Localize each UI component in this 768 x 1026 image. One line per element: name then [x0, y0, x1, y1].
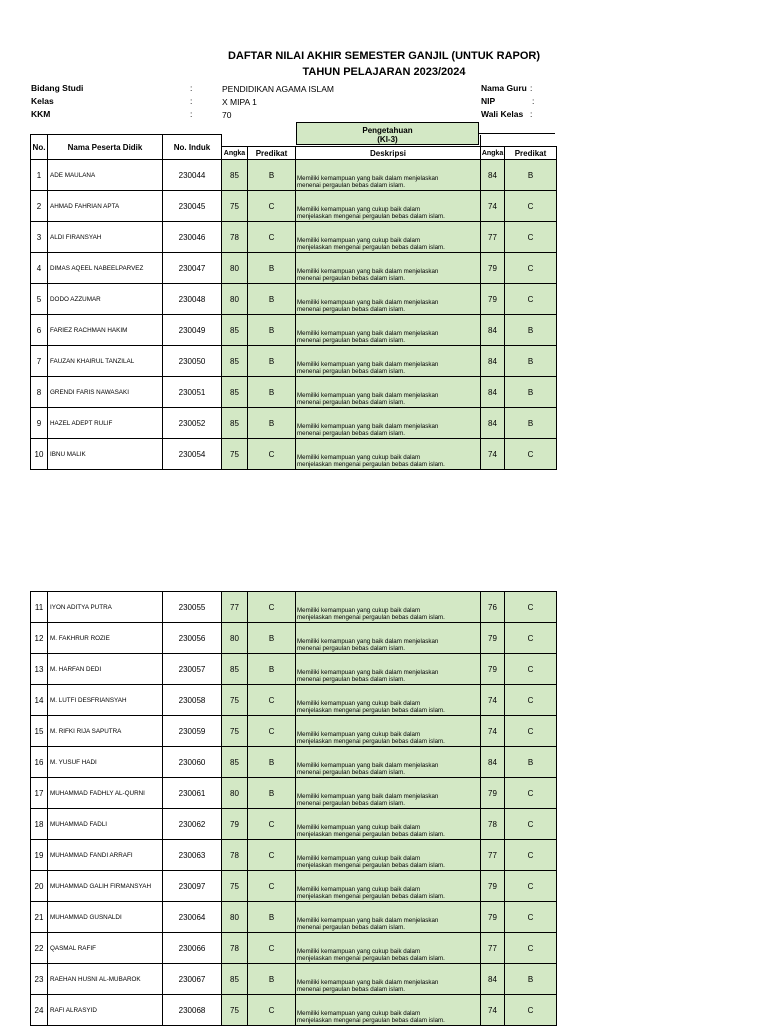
student-name: ALDI FIRANSYAH [48, 222, 163, 253]
kkm-colon: : [190, 109, 193, 119]
score-angka2: 74 [481, 439, 505, 470]
student-induk: 230046 [163, 222, 222, 253]
row-number: 22 [31, 933, 48, 964]
student-name: HAZEL ADEPT RULIF [48, 408, 163, 439]
score-angka2: 74 [481, 685, 505, 716]
student-induk: 230054 [163, 439, 222, 470]
col-deskripsi-header: Deskripsi [296, 147, 481, 160]
score-angka2: 79 [481, 871, 505, 902]
kelas-colon: : [190, 96, 193, 106]
student-induk: 230049 [163, 315, 222, 346]
row-number: 16 [31, 747, 48, 778]
score-predikat: B [248, 654, 296, 685]
deskripsi-line: Memiliki kemampuan yang cukup baik dalam [297, 236, 421, 244]
student-induk: 230052 [163, 408, 222, 439]
score-angka: 79 [222, 809, 248, 840]
row-number: 18 [31, 809, 48, 840]
student-row [31, 315, 557, 346]
student-name: DIMAS AQEEL NABEELPARVEZ [48, 253, 163, 284]
deskripsi-line: menjelaskan mengenai pergaulan bebas dalam islam. [297, 893, 445, 901]
score-angka: 85 [222, 315, 248, 346]
deskripsi-line: Memiliki kemampuan yang baik dalam menjelaskan [297, 422, 439, 430]
score-predikat: C [248, 840, 296, 871]
student-induk: 230057 [163, 654, 222, 685]
deskripsi-line: Memiliki kemampuan yang baik dalam menjelaskan [297, 761, 439, 769]
score-deskripsi [296, 933, 481, 964]
score-predikat2: C [505, 439, 557, 470]
score-predikat2: C [505, 284, 557, 315]
student-name: M. YUSUF HADI [48, 747, 163, 778]
student-induk: 230058 [163, 685, 222, 716]
deskripsi-line: menenai pergaulan bebas dalam islam. [297, 430, 406, 438]
col-predikat-header: Predikat [248, 147, 296, 160]
bidang-studi-colon: : [190, 83, 193, 93]
score-predikat2: C [505, 716, 557, 747]
deskripsi-line: menenai pergaulan bebas dalam islam. [297, 337, 406, 345]
deskripsi-line: Memiliki kemampuan yang cukup baik dalam [297, 606, 421, 614]
score-predikat2: C [505, 809, 557, 840]
student-name: ADE MAULANA [48, 160, 163, 191]
deskripsi-line: Memiliki kemampuan yang cukup baik dalam [297, 885, 421, 893]
score-angka2: 79 [481, 902, 505, 933]
deskripsi-line: Memiliki kemampuan yang baik dalam menjelaskan [297, 637, 439, 645]
deskripsi-line: Memiliki kemampuan yang cukup baik dalam [297, 947, 421, 955]
score-predikat: C [248, 592, 296, 623]
score-angka: 85 [222, 377, 248, 408]
student-row [31, 191, 557, 222]
score-angka2: 84 [481, 315, 505, 346]
score-angka2: 76 [481, 592, 505, 623]
score-angka2: 84 [481, 747, 505, 778]
student-name: QASMAL RAFIF [48, 933, 163, 964]
score-angka: 75 [222, 439, 248, 470]
score-angka2: 84 [481, 346, 505, 377]
row-number: 2 [31, 191, 48, 222]
row-number: 14 [31, 685, 48, 716]
deskripsi-line: menenai pergaulan bebas dalam islam. [297, 306, 406, 314]
score-angka: 77 [222, 592, 248, 623]
student-name: MUHAMMAD FADLI [48, 809, 163, 840]
score-angka: 75 [222, 871, 248, 902]
student-name: MUHAMMAD GALIH FIRMANSYAH [48, 871, 163, 902]
row-number: 21 [31, 902, 48, 933]
score-angka: 80 [222, 902, 248, 933]
deskripsi-line: Memiliki kemampuan yang baik dalam menjelaskan [297, 329, 439, 337]
score-predikat2: C [505, 778, 557, 809]
score-angka: 85 [222, 408, 248, 439]
score-deskripsi [296, 871, 481, 902]
score-deskripsi [296, 902, 481, 933]
col-angka2-header: Angka [481, 147, 505, 160]
score-deskripsi [296, 439, 481, 470]
student-name: AHMAD FAHRIAN APTA [48, 191, 163, 222]
score-predikat: B [248, 623, 296, 654]
score-deskripsi [296, 778, 481, 809]
score-deskripsi [296, 408, 481, 439]
student-name: M. HARFAN DEDI [48, 654, 163, 685]
student-name: IYON ADITYA PUTRA [48, 592, 163, 623]
score-angka2: 79 [481, 778, 505, 809]
student-row [31, 222, 557, 253]
score-deskripsi [296, 623, 481, 654]
score-angka: 78 [222, 933, 248, 964]
student-induk: 230059 [163, 716, 222, 747]
score-predikat: B [248, 284, 296, 315]
student-row [31, 995, 557, 1026]
student-induk: 230066 [163, 933, 222, 964]
deskripsi-line: menenai pergaulan bebas dalam islam. [297, 645, 406, 653]
score-angka: 75 [222, 191, 248, 222]
nama-guru-colon: : [530, 83, 533, 93]
student-row [31, 840, 557, 871]
student-induk: 230062 [163, 809, 222, 840]
deskripsi-line: Memiliki kemampuan yang cukup baik dalam [297, 854, 421, 862]
student-row [31, 592, 557, 623]
deskripsi-line: Memiliki kemampuan yang baik dalam menjelaskan [297, 792, 439, 800]
student-row [31, 933, 557, 964]
score-angka2: 79 [481, 253, 505, 284]
kelas-label: Kelas [31, 96, 54, 106]
score-angka: 78 [222, 840, 248, 871]
student-name: RAEHAN HUSNI AL-MUBAROK [48, 964, 163, 995]
deskripsi-line: menjelaskan mengenai pergaulan bebas dalam islam. [297, 1017, 445, 1025]
student-row [31, 284, 557, 315]
score-angka2: 78 [481, 809, 505, 840]
row-number: 24 [31, 995, 48, 1026]
score-deskripsi [296, 315, 481, 346]
student-induk: 230060 [163, 747, 222, 778]
row-number: 4 [31, 253, 48, 284]
deskripsi-line: menenai pergaulan bebas dalam islam. [297, 924, 406, 932]
row-number: 7 [31, 346, 48, 377]
col-no-header: No. [31, 135, 48, 160]
score-predikat2: B [505, 964, 557, 995]
row-number: 15 [31, 716, 48, 747]
deskripsi-line: menenai pergaulan bebas dalam islam. [297, 800, 406, 808]
score-predikat2: C [505, 222, 557, 253]
deskripsi-line: Memiliki kemampuan yang baik dalam menjelaskan [297, 174, 439, 182]
score-angka: 78 [222, 222, 248, 253]
score-deskripsi [296, 747, 481, 778]
wali-kelas-colon: : [530, 109, 533, 119]
student-induk: 230050 [163, 346, 222, 377]
deskripsi-line: Memiliki kemampuan yang baik dalam menjelaskan [297, 267, 439, 275]
row-number: 10 [31, 439, 48, 470]
student-name: M. FAKHRUR ROZIE [48, 623, 163, 654]
score-predikat: B [248, 160, 296, 191]
score-angka: 75 [222, 995, 248, 1026]
score-angka2: 79 [481, 284, 505, 315]
score-predikat2: C [505, 995, 557, 1026]
deskripsi-line: Memiliki kemampuan yang baik dalam menjelaskan [297, 391, 439, 399]
score-deskripsi [296, 592, 481, 623]
student-induk: 230045 [163, 191, 222, 222]
col-induk-header: No. Induk [163, 135, 222, 160]
score-predikat2: B [505, 408, 557, 439]
score-predikat2: C [505, 623, 557, 654]
bidang-studi-label: Bidang Studi [31, 83, 84, 93]
score-predikat: B [248, 778, 296, 809]
row-number: 23 [31, 964, 48, 995]
score-angka: 85 [222, 160, 248, 191]
grade-table-page1 [30, 159, 557, 470]
student-row [31, 747, 557, 778]
score-predikat: B [248, 377, 296, 408]
score-predikat2: C [505, 871, 557, 902]
deskripsi-line: menjelaskan mengenai pergaulan bebas dalam islam. [297, 955, 445, 963]
deskripsi-line: menenai pergaulan bebas dalam islam. [297, 399, 406, 407]
student-induk: 230051 [163, 377, 222, 408]
score-angka: 80 [222, 284, 248, 315]
row-number: 12 [31, 623, 48, 654]
student-name: DODO AZZUMAR [48, 284, 163, 315]
deskripsi-line: menjelaskan mengenai pergaulan bebas dalam islam. [297, 862, 445, 870]
deskripsi-line: menenai pergaulan bebas dalam islam. [297, 182, 406, 190]
score-deskripsi [296, 654, 481, 685]
score-predikat: B [248, 346, 296, 377]
student-row [31, 716, 557, 747]
student-row [31, 654, 557, 685]
student-induk: 230048 [163, 284, 222, 315]
student-name: M. RIFKI RIJA SAPUTRA [48, 716, 163, 747]
deskripsi-line: menjelaskan mengenai pergaulan bebas dalam islam. [297, 831, 445, 839]
score-predikat: B [248, 253, 296, 284]
student-name: FAUZAN KHAIRUL TANZILAL [48, 346, 163, 377]
student-row [31, 623, 557, 654]
score-angka2: 74 [481, 995, 505, 1026]
score-angka: 85 [222, 747, 248, 778]
deskripsi-line: menjelaskan mengenai pergaulan bebas dalam islam. [297, 707, 445, 715]
deskripsi-line: Memiliki kemampuan yang cukup baik dalam [297, 1009, 421, 1017]
score-deskripsi [296, 685, 481, 716]
student-name: FARIEZ RACHMAN HAKIM [48, 315, 163, 346]
row-number: 8 [31, 377, 48, 408]
score-angka: 80 [222, 778, 248, 809]
score-deskripsi [296, 253, 481, 284]
student-row [31, 253, 557, 284]
student-name: MUHAMMAD FANDI ARRAFI [48, 840, 163, 871]
score-predikat: B [248, 315, 296, 346]
score-angka2: 84 [481, 408, 505, 439]
score-angka: 80 [222, 253, 248, 284]
document-title-line1: DAFTAR NILAI AKHIR SEMESTER GANJIL (UNTUK RAPOR) [227, 50, 541, 62]
deskripsi-line: menjelaskan mengenai pergaulan bebas dalam islam. [297, 461, 445, 469]
student-row [31, 439, 557, 470]
score-angka2: 77 [481, 933, 505, 964]
score-predikat2: C [505, 902, 557, 933]
deskripsi-line: Memiliki kemampuan yang cukup baik dalam [297, 205, 421, 213]
student-name: M. LUTFI DESFRIANSYAH [48, 685, 163, 716]
nama-guru-label: Nama Guru [481, 83, 527, 93]
score-angka: 85 [222, 346, 248, 377]
score-predikat: C [248, 716, 296, 747]
deskripsi-line: Memiliki kemampuan yang baik dalam menjelaskan [297, 978, 439, 986]
deskripsi-line: Memiliki kemampuan yang baik dalam menjelaskan [297, 360, 439, 368]
student-row [31, 685, 557, 716]
deskripsi-line: menjelaskan mengenai pergaulan bebas dalam islam. [297, 614, 445, 622]
score-angka2: 79 [481, 623, 505, 654]
student-row [31, 377, 557, 408]
score-predikat2: B [505, 747, 557, 778]
student-induk: 230067 [163, 964, 222, 995]
student-name: MUHAMMAD FADHLY AL-QURNI [48, 778, 163, 809]
student-induk: 230063 [163, 840, 222, 871]
deskripsi-line: menenai pergaulan bebas dalam islam. [297, 368, 406, 376]
deskripsi-line: menjelaskan mengenai pergaulan bebas dalam islam. [297, 244, 445, 252]
deskripsi-line: Memiliki kemampuan yang baik dalam menjelaskan [297, 298, 439, 306]
row-number: 20 [31, 871, 48, 902]
score-predikat: B [248, 902, 296, 933]
student-name: RAFI ALRASYID [48, 995, 163, 1026]
score-deskripsi [296, 191, 481, 222]
score-predikat: B [248, 964, 296, 995]
score-angka2: 74 [481, 191, 505, 222]
student-induk: 230047 [163, 253, 222, 284]
student-row [31, 778, 557, 809]
student-induk: 230044 [163, 160, 222, 191]
score-predikat: C [248, 191, 296, 222]
score-angka2: 74 [481, 716, 505, 747]
score-angka2: 79 [481, 654, 505, 685]
col-predikat2-header: Predikat [505, 147, 557, 160]
deskripsi-line: Memiliki kemampuan yang baik dalam menjelaskan [297, 916, 439, 924]
score-predikat2: C [505, 685, 557, 716]
row-number: 13 [31, 654, 48, 685]
score-predikat: C [248, 685, 296, 716]
score-angka2: 84 [481, 377, 505, 408]
student-induk: 230068 [163, 995, 222, 1026]
score-angka2: 84 [481, 964, 505, 995]
score-predikat2: C [505, 253, 557, 284]
score-deskripsi [296, 995, 481, 1026]
row-number: 5 [31, 284, 48, 315]
score-angka: 85 [222, 964, 248, 995]
score-predikat: C [248, 871, 296, 902]
score-deskripsi [296, 222, 481, 253]
student-induk: 230097 [163, 871, 222, 902]
score-predikat2: C [505, 592, 557, 623]
deskripsi-line: menenai pergaulan bebas dalam islam. [297, 275, 406, 283]
score-deskripsi [296, 809, 481, 840]
deskripsi-line: menenai pergaulan bebas dalam islam. [297, 769, 406, 777]
row-number: 9 [31, 408, 48, 439]
deskripsi-line: Memiliki kemampuan yang cukup baik dalam [297, 823, 421, 831]
student-name: GRENDI FARIS NAWASAKI [48, 377, 163, 408]
score-predikat: C [248, 995, 296, 1026]
score-angka2: 77 [481, 222, 505, 253]
student-row [31, 408, 557, 439]
score-predikat2: C [505, 840, 557, 871]
bidang-studi-value: PENDIDIKAN AGAMA ISLAM [222, 84, 334, 94]
score-predikat2: B [505, 377, 557, 408]
nip-label: NIP [481, 96, 496, 106]
student-row [31, 964, 557, 995]
score-deskripsi [296, 346, 481, 377]
score-deskripsi [296, 160, 481, 191]
kkm-value: 70 [222, 110, 232, 120]
score-predikat2: C [505, 191, 557, 222]
deskripsi-line: menjelaskan mengenai pergaulan bebas dalam islam. [297, 738, 445, 746]
score-angka2: 77 [481, 840, 505, 871]
grade-table-page2 [30, 591, 557, 1026]
score-predikat2: C [505, 654, 557, 685]
row-number: 3 [31, 222, 48, 253]
col-nama-header: Nama Peserta Didik [48, 135, 163, 160]
nip-colon: : [532, 96, 535, 106]
student-row [31, 871, 557, 902]
score-deskripsi [296, 377, 481, 408]
score-predikat2: B [505, 160, 557, 191]
student-induk: 230061 [163, 778, 222, 809]
student-name: IBNU MALIK [48, 439, 163, 470]
score-angka2: 84 [481, 160, 505, 191]
deskripsi-line: Memiliki kemampuan yang cukup baik dalam [297, 730, 421, 738]
pengetahuan-label: Pengetahuan [362, 126, 413, 135]
score-predikat: C [248, 439, 296, 470]
score-angka: 75 [222, 685, 248, 716]
row-number: 1 [31, 160, 48, 191]
deskripsi-line: Memiliki kemampuan yang baik dalam menjelaskan [297, 668, 439, 676]
col-angka-header: Angka [222, 147, 248, 160]
deskripsi-line: menjelaskan mengenai pergaulan bebas dalam islam. [297, 213, 445, 221]
student-induk: 230056 [163, 623, 222, 654]
score-deskripsi [296, 964, 481, 995]
kkm-label: KKM [31, 109, 51, 119]
row-number: 17 [31, 778, 48, 809]
student-induk: 230055 [163, 592, 222, 623]
grade-table-header [30, 134, 557, 160]
score-angka: 75 [222, 716, 248, 747]
student-name: MUHAMMAD GUSNALDI [48, 902, 163, 933]
wali-kelas-label: Wali Kelas [481, 109, 524, 119]
score-predikat2: C [505, 933, 557, 964]
score-deskripsi [296, 716, 481, 747]
student-row [31, 809, 557, 840]
score-predikat2: B [505, 315, 557, 346]
score-predikat: B [248, 747, 296, 778]
deskripsi-line: menenai pergaulan bebas dalam islam. [297, 986, 406, 994]
document-title-line2: TAHUN PELAJARAN 2023/2024 [302, 66, 466, 78]
row-number: 6 [31, 315, 48, 346]
student-row [31, 346, 557, 377]
score-predikat: C [248, 933, 296, 964]
deskripsi-line: Memiliki kemampuan yang cukup baik dalam [297, 699, 421, 707]
score-predikat: C [248, 222, 296, 253]
student-row [31, 902, 557, 933]
score-predikat2: B [505, 346, 557, 377]
ki3-label: (KI-3) [377, 135, 398, 144]
score-angka: 85 [222, 654, 248, 685]
score-angka: 80 [222, 623, 248, 654]
student-row [31, 160, 557, 191]
score-deskripsi [296, 840, 481, 871]
score-deskripsi [296, 284, 481, 315]
score-predikat: C [248, 809, 296, 840]
row-number: 19 [31, 840, 48, 871]
deskripsi-line: menenai pergaulan bebas dalam islam. [297, 676, 406, 684]
kelas-value: X MIPA 1 [222, 97, 257, 107]
student-induk: 230064 [163, 902, 222, 933]
row-number: 11 [31, 592, 48, 623]
deskripsi-line: Memiliki kemampuan yang cukup baik dalam [297, 453, 421, 461]
score-predikat: B [248, 408, 296, 439]
